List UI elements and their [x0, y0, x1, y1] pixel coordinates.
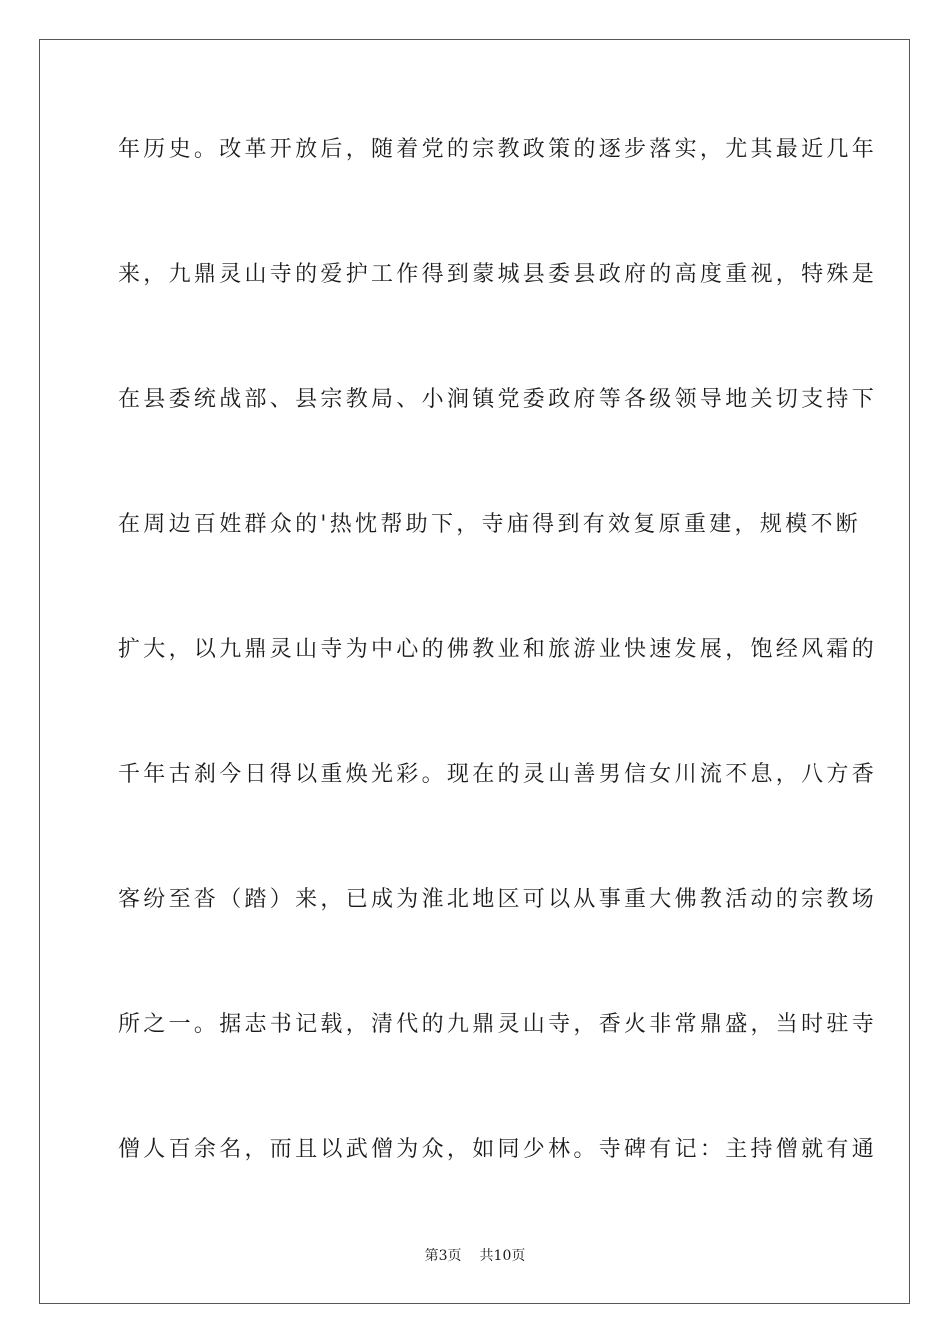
- page-number: 第3页: [424, 1248, 462, 1264]
- body-text-line: 客纷至沓（踏）来，已成为淮北地区可以从事重大佛教活动的宗教场: [118, 887, 878, 912]
- body-text-line: 僧人百余名，而且以武僧为众，如同少林。寺碑有记：主持僧就有通: [118, 1137, 878, 1162]
- page-total: 共10页: [479, 1248, 526, 1264]
- body-text-line: 扩大，以九鼎灵山寺为中心的佛教业和旅游业快速发展，饱经风霜的: [118, 637, 878, 662]
- page-footer: [0, 1246, 950, 1266]
- body-text-line: 在县委统战部、县宗教局、小涧镇党委政府等各级领导地关切支持下: [118, 387, 878, 412]
- body-text-line: 在周边百姓群众的'热忱帮助下，寺庙得到有效复原重建，规模不断: [118, 512, 862, 537]
- body-text-line: 来，九鼎灵山寺的爱护工作得到蒙城县委县政府的高度重视，特殊是: [118, 262, 878, 287]
- body-text-line: 千年古刹今日得以重焕光彩。现在的灵山善男信女川流不息，八方香: [118, 762, 878, 787]
- body-text-line: 年历史。改革开放后，随着党的宗教政策的逐步落实，尤其最近几年: [118, 137, 878, 162]
- page-border: [39, 39, 910, 1304]
- body-text-line: 所之一。据志书记载，清代的九鼎灵山寺，香火非常鼎盛，当时驻寺: [118, 1012, 878, 1037]
